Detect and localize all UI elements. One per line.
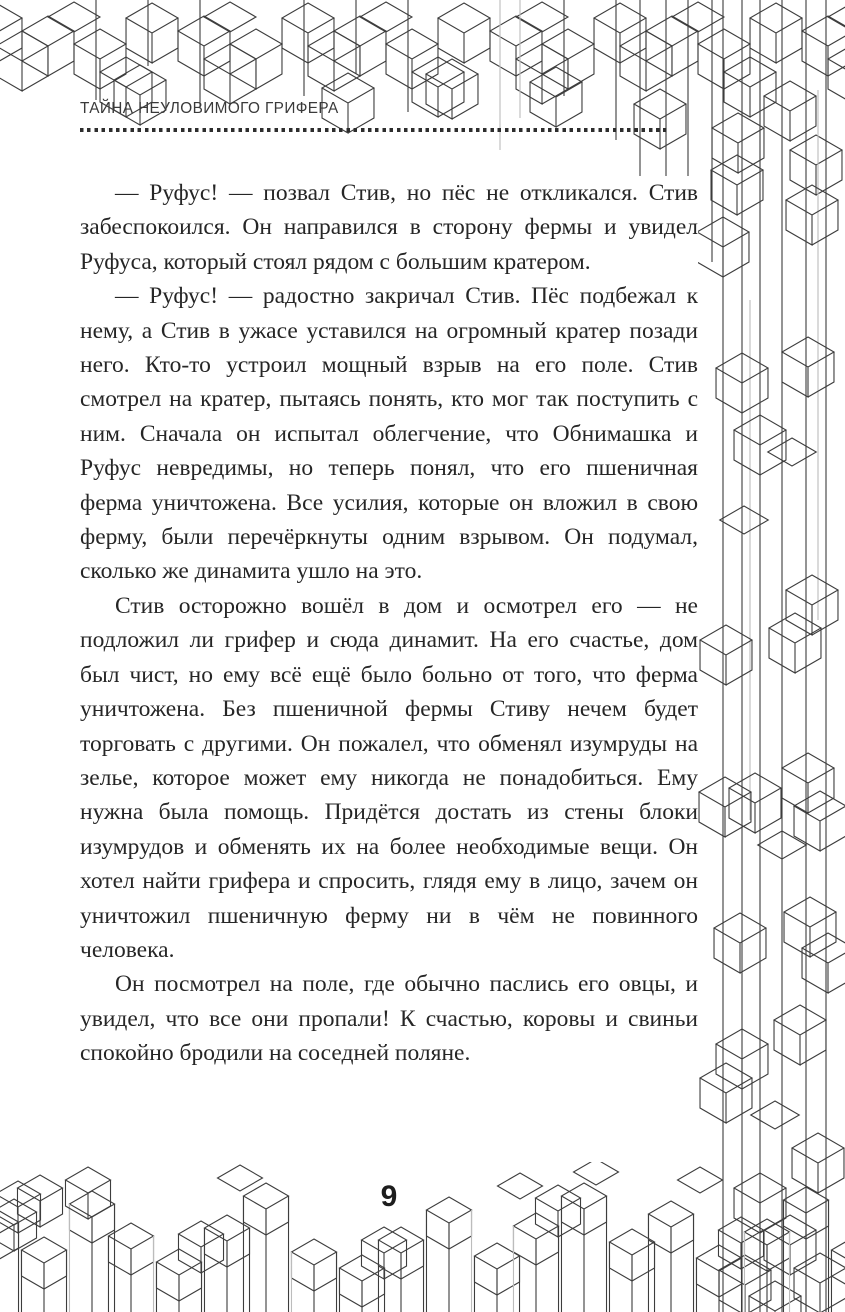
page-text <box>80 176 698 1071</box>
dotted-divider <box>80 128 667 132</box>
paragraph: Он посмотрел на поле, где обычно паслись его овцы, и увидел, что все они пропали! К счастью, коровы и свиньи спокойно бродили на соседней поляне. <box>80 971 698 1067</box>
paragraph: Стив осторожно вошёл в дом и осмотрел его — не подложил ли грифер и сюда динамит. На его счастье, дом был чист, но ему всё ещё было больно от того, что ферма уничтожена. Без пшеничной фермы Стиву нечем будет торговать с другими. Он пожалел, что обменял изумруды на зелье, которое может ему никогда не понадобиться. Ему нужна была помощь. Придётся достать из стены блоки изумрудов и обменять их на более необходимые вещи. Он хотел найти грифера и спросить, глядя ему в лицо, зачем он уничтожил пшеничную ферму ни в чём не повинного человека. <box>80 592 698 963</box>
isometric-cubes-right-decoration <box>695 0 845 1312</box>
running-header: ТАЙНА НЕУЛОВИМОГО ГРИФЕРА <box>80 100 339 117</box>
paragraph: — Руфус! — радостно закричал Стив. Пёс подбежал к нему, а Стив в ужасе уставился на огромный кратер позади него. Кто-то устроил мощный взрыв на его поле. Стив смотрел на кратер, пытаясь понять, кто мог так поступить с ним. Сначала он испытал облегчение, что Обнимашка и Руфус невредимы, но теперь понял, что его пшеничная ферма уничтожена. Все усилия, которые он вложил в свою ферму, были перечёркнуты одним взрывом. Он подумал, сколько же динамита ушло на это. <box>80 283 698 585</box>
paragraph: — Руфус! — позвал Стив, но пёс не откликался. Стив забеспокоился. Он направился в сторону фермы и увидел Руфуса, который стоял рядом с большим кратером. <box>80 180 698 275</box>
page-number: 9 <box>380 1180 398 1213</box>
